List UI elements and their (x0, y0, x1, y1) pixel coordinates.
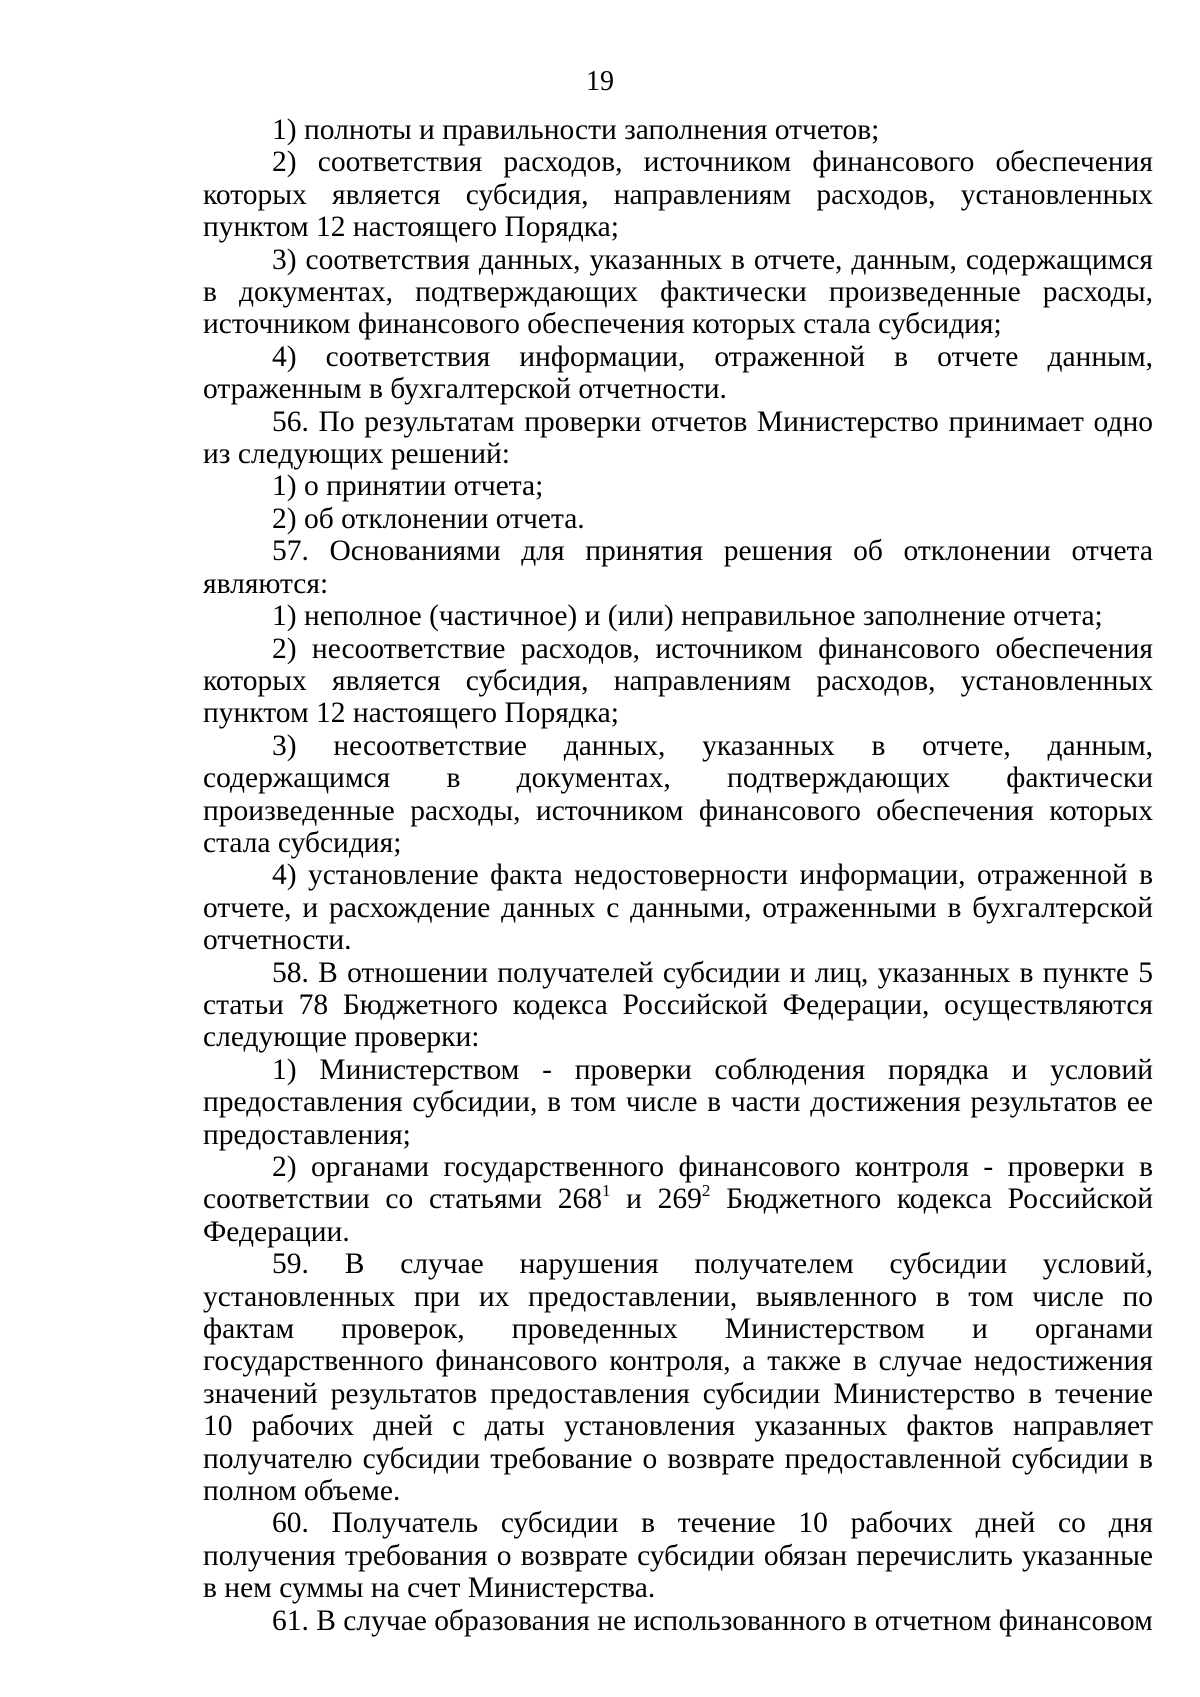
paragraph: 1) неполное (частичное) и (или) неправильное заполнение отчета; (272, 600, 1103, 633)
page-number: 19 (586, 66, 614, 97)
paragraph: 1) о принятии отчета; (272, 470, 544, 503)
paragraph: 3) несоответствие данных, указанных в отчете, данным, содержащимся в документах, подтверждающих фактически произведенные расходы, источником финансового обеспечения которых стала субсидия; (203, 729, 1153, 859)
paragraph: 58. В отношении получателей субсидии и лиц, указанных в пункте 5 статьи 78 Бюджетного кодекса Российской Федерации, осуществляются следующие проверки: (203, 956, 1153, 1054)
paragraph: 1) полноты и правильности заполнения отчетов; (272, 114, 880, 146)
paragraph-text: и 269 (610, 1183, 702, 1216)
paragraph: 2) соответствия расходов, источником финансового обеспечения которых является субсидия, направлениям расходов, установленных пунктом 12 настоящего Порядка; (203, 146, 1153, 244)
paragraph-text: Бюджетного кодекса Российской Федерации. (203, 1183, 1154, 1248)
paragraph: 1) Министерством - проверки соблюдения порядка и условий предоставления субсидии, в том числе в части достижения результатов ее предоставления; (203, 1053, 1153, 1151)
paragraph: 57. Основаниями для принятия решения об отклонении отчета являются: (203, 535, 1153, 600)
paragraph: 4) установление факта недостоверности информации, отраженной в отчете, и расхождение данных с данными, отраженными в бухгалтерской отчетности. (203, 859, 1153, 957)
paragraph-text: 2) органами государственного финансового контроля - проверки в соответствии со статьями 268 (203, 1151, 1153, 1216)
paragraph-control-bodies (203, 1151, 1153, 1248)
paragraph: 2) об отклонении отчета. (272, 502, 585, 535)
paragraph: 56. По результатам проверки отчетов Министерство принимает одно из следующих решений: (203, 405, 1153, 471)
paragraph: 2) несоответствие расходов, источником финансового обеспечения которых является субсидия, направлениям расходов, установленных пунктом 12 настоящего Порядка; (203, 632, 1153, 730)
paragraph: 3) соответствия данных, указанных в отчете, данным, содержащимся в документах, подтверждающих фактически произведенные расходы, источником финансового обеспечения которых стала субсидия; (203, 243, 1153, 341)
paragraph-last-line: 61. В случае образования не использованного в отчетном финансовом (272, 1604, 1153, 1637)
paragraph: 60. Получатель субсидии в течение 10 рабочих дней со дня получения требования о возврате субсидии обязан перечислить указанные в нем суммы на счет Министерства. (203, 1507, 1153, 1605)
superscript: 1 (601, 1181, 611, 1201)
document-body (203, 114, 1153, 1637)
paragraph: 59. В случае нарушения получателем субсидии условий, установленных при их предоставлении, выявленного в том числе по фактам проверок, проведенных Министерством и органами государственного финансового контроля, а также в случае недостижения значений результатов предоставления субсидии Министерство в течение 10 рабочих дней с даты установления указанных фактов направляет получателю субсидии требование о возврате предоставленной субсидии в полном объеме. (203, 1248, 1153, 1508)
superscript: 2 (701, 1181, 711, 1201)
paragraph: 4) соответствия информации, отраженной в отчете данным, отраженным в бухгалтерской отчетности. (203, 340, 1153, 406)
